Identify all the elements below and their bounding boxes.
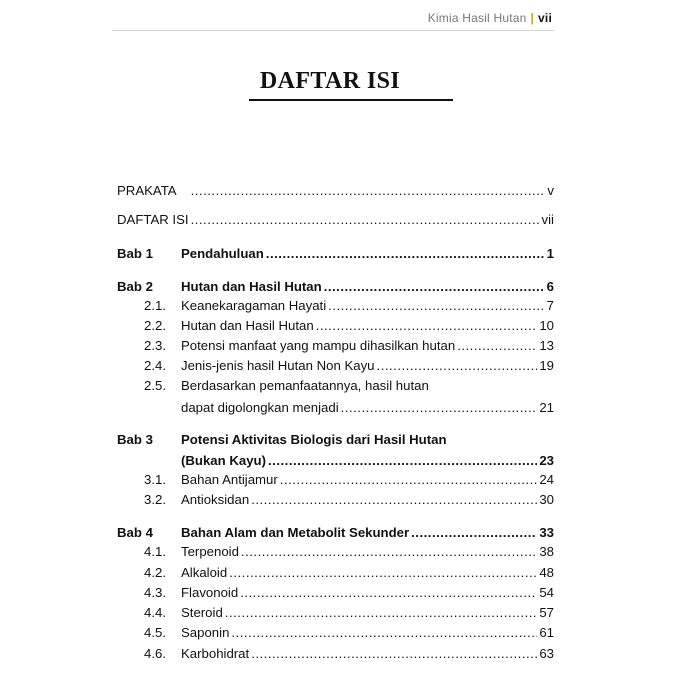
dot-leader	[191, 181, 546, 201]
section-title: Alkaloid	[181, 565, 228, 580]
title-underline	[249, 99, 453, 101]
toc-page-number: 23	[539, 453, 554, 468]
toc-page-number: 57	[539, 605, 554, 620]
section-title: Terpenoid	[181, 544, 239, 559]
toc-page-number: 63	[539, 646, 554, 661]
section-title-line-1: Berdasarkan pemanfaatannya, hasil hutan	[181, 378, 429, 393]
section-number: 4.1.	[144, 544, 166, 559]
toc-leader-line	[117, 210, 554, 230]
toc-leader-line	[181, 523, 554, 543]
dot-leader	[241, 542, 537, 562]
header-rule	[112, 30, 554, 31]
toc-leader-line	[181, 277, 554, 297]
dot-leader	[191, 210, 540, 230]
header-separator: |	[530, 11, 535, 25]
toc-page-number: 38	[539, 544, 554, 559]
section-title: Hutan dan Hasil Hutan	[181, 318, 314, 333]
section-number: 2.3.	[144, 338, 166, 353]
toc-page-number: v	[547, 183, 554, 198]
toc-leader-line	[181, 398, 554, 418]
section-title: Potensi manfaat yang mampu dihasilkan hutan	[181, 338, 456, 353]
section-number: 2.5.	[144, 378, 166, 393]
toc-page-number: 24	[539, 472, 554, 487]
dot-leader	[231, 623, 537, 643]
section-number: 2.2.	[144, 318, 166, 333]
toc-entry-label: PRAKATA	[117, 183, 177, 198]
toc-page-number: 48	[539, 565, 554, 580]
toc-leader-line	[181, 563, 554, 583]
dot-leader	[229, 563, 537, 583]
toc-leader-line	[181, 623, 554, 643]
toc-page-number: 7	[546, 298, 554, 313]
toc-page-number: 10	[539, 318, 554, 333]
toc-leader-line	[181, 451, 554, 471]
dot-leader	[328, 296, 545, 316]
running-header	[428, 11, 552, 25]
toc-page-number: 13	[539, 338, 554, 353]
dot-leader	[457, 336, 537, 356]
chapter-label: Bab 1	[117, 246, 153, 261]
chapter-title: Pendahuluan	[181, 246, 264, 261]
toc-leader-line	[181, 470, 554, 490]
dot-leader	[266, 244, 545, 264]
section-number: 3.1.	[144, 472, 166, 487]
toc-page-number: 30	[539, 492, 554, 507]
toc-page-number: 6	[546, 279, 554, 294]
toc-leader-line	[181, 644, 554, 664]
section-number: 3.2.	[144, 492, 166, 507]
toc-leader-line	[181, 603, 554, 623]
chapter-title: Hutan dan Hasil Hutan	[181, 279, 322, 294]
section-number: 4.2.	[144, 565, 166, 580]
section-title: Steroid	[181, 605, 223, 620]
section-number: 2.4.	[144, 358, 166, 373]
dot-leader	[280, 470, 538, 490]
dot-leader	[251, 490, 537, 510]
section-title: Bahan Antijamur	[181, 472, 278, 487]
section-number: 2.1.	[144, 298, 166, 313]
section-number: 4.4.	[144, 605, 166, 620]
toc-leader-line	[181, 356, 554, 376]
section-title: Karbohidrat	[181, 646, 250, 661]
toc-leader-line	[117, 181, 554, 201]
section-title: Saponin	[181, 625, 230, 640]
header-page-number: vii	[538, 11, 552, 25]
section-number: 4.3.	[144, 585, 166, 600]
chapter-label: Bab 4	[117, 525, 153, 540]
toc-page-number: 54	[539, 585, 554, 600]
toc-leader-line	[181, 244, 554, 264]
dot-leader	[268, 451, 537, 471]
page-title: DAFTAR ISI	[259, 68, 401, 94]
dot-leader	[251, 644, 537, 664]
toc-page-number: 19	[539, 358, 554, 373]
toc-leader-line	[181, 316, 554, 336]
dot-leader	[324, 277, 545, 297]
chapter-label: Bab 2	[117, 279, 153, 294]
toc-page-number: 1	[546, 246, 554, 261]
toc-entry-label: DAFTAR ISI	[117, 212, 189, 227]
section-title: dapat digolongkan menjadi	[181, 400, 339, 415]
toc-page-number: vii	[541, 212, 554, 227]
toc-page-number: 21	[539, 400, 554, 415]
toc-leader-line	[181, 542, 554, 562]
section-title: Flavonoid	[181, 585, 239, 600]
section-number: 4.6.	[144, 646, 166, 661]
section-number: 4.5.	[144, 625, 166, 640]
dot-leader	[225, 603, 538, 623]
toc-leader-line	[181, 583, 554, 603]
section-title: Jenis-jenis hasil Hutan Non Kayu	[181, 358, 375, 373]
section-title: Antioksidan	[181, 492, 250, 507]
chapter-label: Bab 3	[117, 432, 153, 447]
chapter-title-line-1: Potensi Aktivitas Biologis dari Hasil Hutan	[181, 432, 447, 447]
dot-leader	[240, 583, 537, 603]
toc-page-number: 33	[539, 525, 554, 540]
toc-leader-line	[181, 490, 554, 510]
chapter-title: (Bukan Kayu)	[181, 453, 266, 468]
toc-leader-line	[181, 336, 554, 356]
dot-leader	[341, 398, 538, 418]
chapter-title: Bahan Alam dan Metabolit Sekunder	[181, 525, 410, 540]
section-title: Keanekaragaman Hayati	[181, 298, 327, 313]
dot-leader	[377, 356, 538, 376]
toc-page-number: 61	[539, 625, 554, 640]
running-title: Kimia Hasil Hutan	[427, 11, 527, 25]
dot-leader	[316, 316, 538, 336]
dot-leader	[411, 523, 537, 543]
toc-leader-line	[181, 296, 554, 316]
